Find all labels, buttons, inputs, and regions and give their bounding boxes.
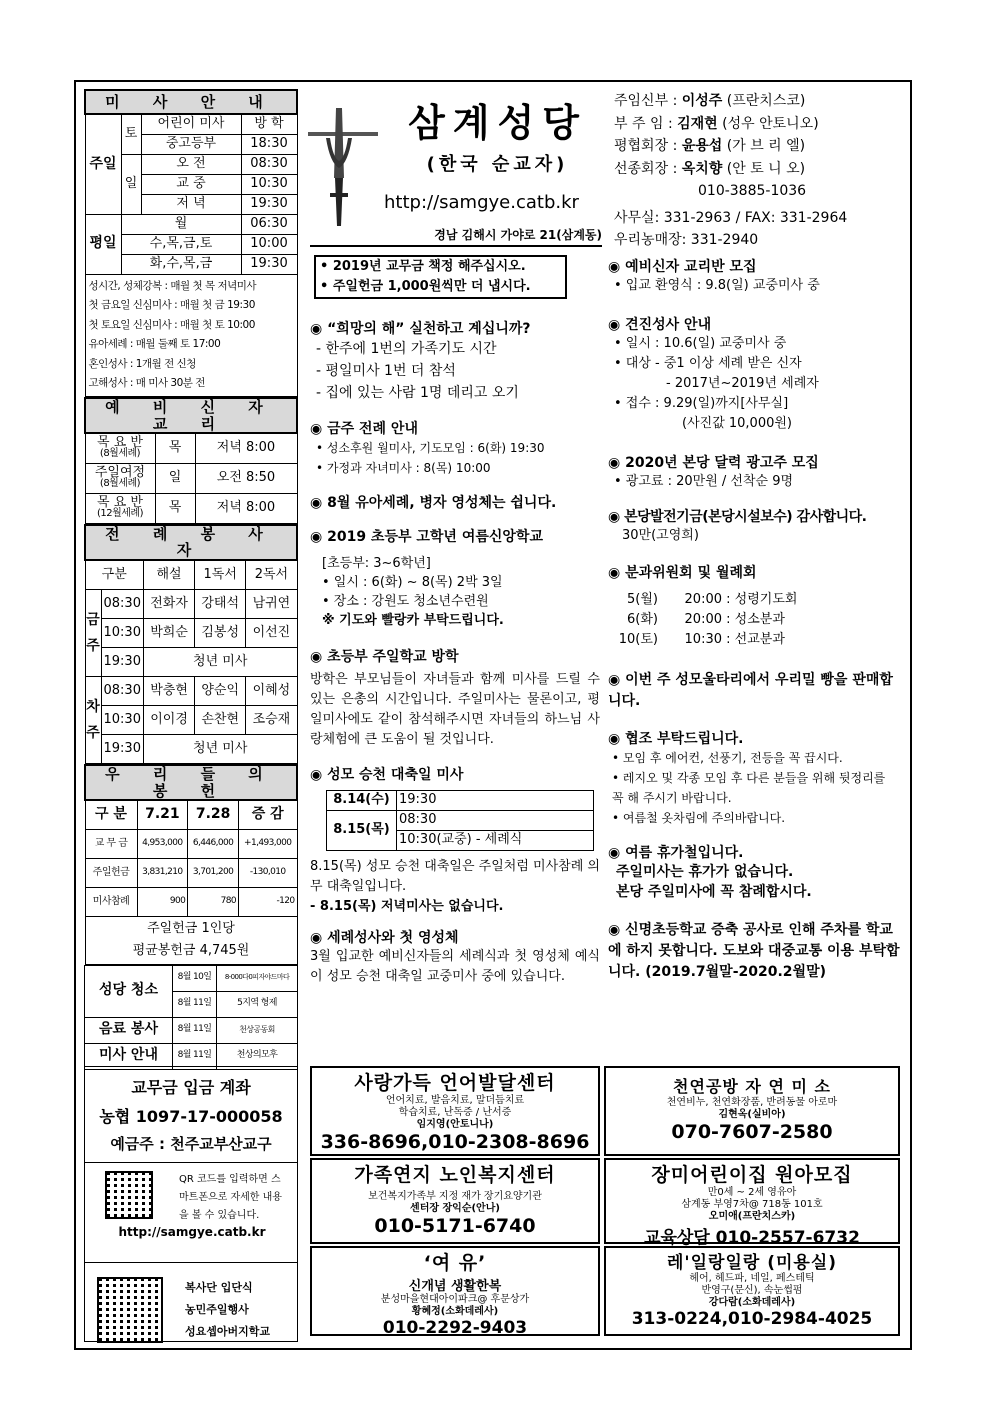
liturgy-time: 08:30	[101, 677, 143, 706]
meet-time: 20:00	[684, 612, 722, 627]
ad-phone: 010-5171-6740	[374, 1215, 536, 1237]
staff-role: 주임신부	[614, 93, 669, 109]
church-address: 경남 김해시 가야로 21(삼계동)	[310, 226, 602, 247]
offering-b: 6,446,000	[188, 829, 239, 858]
parking-notice: ◉ 신명초등학교 증축 공사로 인해 주차를 학교에 하지 못합니다. 도보와 대중교통 이용 부탁합니다. (2019.7월말-2020.2월말)	[608, 922, 900, 980]
mass-time: 06:30	[241, 214, 297, 234]
qr-text: QR 코드를 입력하면 스마트폰으로 자세한 내용을 볼 수 있습니다.	[179, 1174, 282, 1221]
ad-phone: 010-2292-9403	[382, 1318, 528, 1338]
assump-date: 8.15(목)	[327, 811, 397, 851]
offering-header: 우 리 들 의 봉 헌	[85, 765, 297, 800]
fund-title: ◉ 본당발전기금(본당시설보수) 감사합니다.	[608, 509, 867, 525]
summer-item: 본당 주일미사에 꼭 참례합시다.	[616, 884, 812, 900]
conf-item: • 접수 : 9.29(일)까지[사무실]	[614, 396, 789, 411]
summer-item: 주일미사는 휴가가 없습니다.	[616, 864, 794, 880]
staff-sep: :	[667, 115, 673, 132]
drink-label: 음료 봉사	[85, 1017, 173, 1043]
commentator: 박충현	[143, 677, 194, 706]
conf-item: • 대상 - 중1 이상 세례 받은 신자	[614, 356, 802, 371]
left-column	[84, 89, 298, 1070]
meeting-row	[608, 630, 900, 650]
note: 고해성사 : 매 미사 30분 전	[88, 377, 205, 390]
conf-item: • 일시 : 10.6(일) 교중미사 중	[614, 336, 787, 351]
note: 첫 토요일 신심미사 : 매월 첫 토 10:00	[88, 318, 255, 331]
offering-a: 900	[137, 887, 188, 916]
staff-name: 이성주	[681, 93, 723, 109]
ad-desc: 천연비누, 천연화장품, 반려동물 아로마	[666, 1097, 838, 1108]
col-header: 증 감	[238, 800, 297, 829]
meet-day: 10(토)	[618, 632, 658, 647]
mass-name: 어린이 미사	[141, 114, 241, 134]
assumption-title: ◉ 성모 승천 대축일 미사	[310, 767, 464, 783]
duty-date: 8월 11일	[173, 1017, 217, 1043]
class-name	[85, 493, 155, 523]
qr2-box	[85, 1262, 297, 1360]
school-title: ◉ 2019 초등부 고학년 여름신앙학교	[310, 529, 543, 545]
reader-1: 양순익	[195, 677, 246, 706]
duty-date: 8월 11일	[173, 991, 217, 1017]
youth-mass: 청년 미사	[143, 648, 297, 677]
week-title: ◉ 금주 전례 안내	[310, 421, 418, 437]
meet-what: : 선교분과	[726, 632, 785, 647]
summer-list	[608, 862, 900, 902]
reader-1: 강태석	[195, 590, 246, 619]
mass-name: 수,목,금,토	[121, 234, 241, 254]
confirmation-list	[608, 334, 900, 434]
meet-what: : 성령기도회	[726, 592, 798, 607]
bread-notice: ◉ 이번 주 성모울타리에서 우리밀 빵을 판매합니다.	[608, 672, 893, 709]
reader-1: 손찬현	[195, 706, 246, 735]
staff-role: 선종회장	[614, 160, 669, 177]
account-title: 교무금 입금 계좌	[131, 1078, 251, 1097]
staff-saint: (가 브 리 엘)	[726, 138, 806, 154]
conf-item: - 2017년~2019년 세례자	[666, 376, 819, 391]
ad-daycare	[604, 1158, 900, 1248]
hope-item: - 한주에 1번의 가족기도 시간	[316, 341, 497, 357]
vacation-text: 방학은 부모님들이 자녀들과 함께 미사를 드릴 수 있는 은총의 시간입니다. 주일미사는 물론이고, 평일미사에도 같이 참석해주시면 자녀들의 하느님 사랑체험에 큰 도움이 될 것입니다.	[310, 672, 600, 747]
staff-saint: (성우 안토니오)	[722, 115, 819, 132]
ad-phone: 336-8696,010-2308-8696	[320, 1131, 590, 1153]
mass-time: 10:30	[241, 174, 297, 194]
next-week-label: 차주	[85, 677, 101, 764]
ad-phone: 070-7607-2580	[671, 1121, 833, 1143]
cross-logo	[308, 108, 388, 228]
mass-time: 10:00	[241, 234, 297, 254]
assumption-note: - 8.15(목) 저녁미사는 없습니다.	[310, 899, 504, 914]
qr-url[interactable]: http://samgye.catb.kr	[118, 1225, 266, 1239]
duty-who: 5지역 형제	[217, 991, 298, 1017]
commentator: 이이경	[143, 706, 194, 735]
class-time: 오전 8:50	[195, 463, 297, 493]
col-header: 7.28	[188, 800, 239, 829]
offering-b: 3,701,200	[188, 858, 239, 887]
calendar-title: ◉ 2020년 본당 달력 광고주 모집	[608, 455, 819, 471]
meet-what: : 성소분과	[726, 612, 785, 627]
ad-contact: 김현옥(실비아)	[718, 1109, 786, 1120]
ad-salon	[604, 1246, 900, 1336]
commentator: 박희순	[143, 619, 194, 648]
baptism-title: ◉ 세례성사와 첫 영성체	[310, 930, 459, 946]
clean-label: 성당 청소	[85, 965, 173, 1017]
note: 첫 금요일 신심미사 : 매월 첫 금 19:30	[88, 299, 255, 312]
church-subtitle: (한국 순교자)	[426, 154, 569, 175]
ad-title: ‘여 유’	[423, 1252, 487, 1274]
qr2-list	[185, 1277, 295, 1343]
offering-diff: -120	[238, 887, 297, 916]
liturgy-header: 전 례 봉 사 자	[85, 525, 297, 560]
staff-sep: :	[672, 138, 678, 154]
staff-saint: (안 토 니 오)	[726, 160, 806, 177]
class-title: 목 요 반	[97, 495, 143, 511]
ad-title: 레'일랑일랑 (미용실)	[666, 1253, 838, 1273]
meeting-row	[608, 610, 900, 630]
staff-name: 옥치향	[681, 160, 723, 177]
ad-hanbok	[310, 1246, 600, 1336]
coop-item: • 모임 후 에어컨, 선풍기, 전등을 꼭 끕시다.	[612, 751, 843, 765]
ad-desc: 헤어, 헤드파, 네일, 페스테틱	[689, 1273, 815, 1284]
qr2-item: 성요셉아버지학교	[185, 1325, 271, 1338]
offering-diff: +1,493,000	[238, 829, 297, 858]
ad-desc: 신개념 생활한복	[408, 1279, 502, 1294]
ad-title: 천연공방 자 연 미 소	[673, 1077, 831, 1096]
mass-time: 방 학	[241, 114, 297, 134]
class-sub: (12월세례)	[96, 508, 143, 520]
class-sub: (8월세례)	[99, 448, 141, 460]
duty-date: 8월 10일	[173, 965, 217, 991]
mass-name: 화,수,목,금	[121, 254, 241, 274]
bottom-left	[84, 1066, 298, 1342]
reader-2: 이혜성	[246, 677, 297, 706]
class-title: 목 요 반	[97, 435, 143, 451]
conf-item: (사진값 10,000원)	[682, 416, 792, 431]
duty-who: 천상공동회	[217, 1017, 298, 1043]
ad-desc: 보건복지가족부 지정 재가 장기요양기관	[368, 1191, 542, 1202]
staff-name: 김재현	[677, 115, 718, 132]
baptism-notice: ◉ 8월 유아세례, 병자 영성체는 쉽니다.	[310, 495, 557, 511]
hope-list	[310, 338, 600, 404]
ad-contact: 임지영(안토니나)	[416, 1119, 494, 1130]
offering-b: 780	[188, 887, 239, 916]
meet-day: 5(월)	[627, 592, 658, 607]
liturgy-time: 10:30	[101, 706, 143, 735]
notice-box	[314, 255, 567, 299]
ad-title: 가족연지 노인복지센터	[354, 1164, 556, 1186]
mass-time: 19:30	[241, 194, 297, 214]
ad-contact: 오미애(프란치스카)	[708, 1211, 796, 1222]
staff-name: 윤용섭	[681, 138, 723, 154]
mass-header: 미 사 안 내	[85, 90, 297, 114]
assumption-text: 8.15(목) 성모 승천 대축일은 주일처럼 미사참례 의무 대축일입니다.	[310, 859, 600, 894]
col-header: 1독서	[195, 560, 246, 590]
meet-day: 6(화)	[627, 612, 658, 627]
ad-contact: 황혜정(소화데레사)	[411, 1306, 499, 1317]
qr-code-icon[interactable]	[105, 1171, 153, 1219]
summer-title: ◉ 여름 휴가철입니다.	[608, 845, 744, 861]
staff-row	[614, 135, 904, 158]
ad-desc: 만0세 ~ 2세 영유아	[707, 1187, 797, 1198]
weekday-label: 평일	[85, 214, 121, 274]
meet-time: 20:00	[684, 592, 722, 607]
guide-label: 미사 안내	[85, 1043, 173, 1069]
class-name	[85, 463, 155, 493]
church-title: 삼계성당	[408, 101, 587, 145]
ad-welfare-center	[310, 1158, 600, 1244]
class-day: 일	[155, 463, 195, 493]
school-item: • 일시 : 6(화) ~ 8(목) 2박 3일	[322, 575, 503, 590]
staff-role: 평협회장	[614, 138, 669, 154]
staff-sep: :	[672, 93, 678, 109]
meeting-list	[608, 590, 900, 650]
liturgy-time: 19:30	[101, 735, 143, 764]
liturgy-table	[84, 524, 298, 765]
catechumen-recruit-text: • 입교 환영식 : 9.8(일) 교중미사 중	[614, 278, 820, 293]
offering-average	[85, 916, 297, 964]
duty-table	[84, 965, 298, 1070]
catechumen-recruit-title: ◉ 예비신자 교리반 모집	[608, 259, 757, 275]
class-day: 목	[155, 433, 195, 463]
note: 성시간, 성체강복 : 매월 첫 목 저녁미사	[88, 279, 257, 292]
hope-title: ◉ “희망의 해” 실천하고 계십니까?	[310, 321, 531, 337]
offering-a: 4,953,000	[137, 829, 188, 858]
note: 유아세례 : 매월 둘째 토 17:00	[88, 338, 221, 351]
qr2-item: 농민주일행사	[185, 1303, 249, 1316]
mass-name: 월	[121, 214, 241, 234]
col-header: 2독서	[246, 560, 297, 590]
meeting-title: ◉ 분과위원회 및 월례회	[608, 565, 757, 581]
col-header: 해설	[143, 560, 194, 590]
offering-table	[84, 764, 298, 965]
notice-line: • 주일헌금 1,000원씩만 더 냅시다.	[320, 279, 531, 294]
ad-workshop	[604, 1066, 900, 1156]
ad-desc: 반영구(문신), 속눈썹펌	[701, 1285, 803, 1296]
assumption-table	[326, 790, 594, 851]
commentator: 전화자	[143, 590, 194, 619]
mass-time: 08:30	[241, 154, 297, 174]
this-week-label: 금주	[85, 590, 101, 677]
liturgy-time: 19:30	[101, 648, 143, 677]
week-item: • 가정과 자녀미사 : 8(목) 10:00	[316, 461, 491, 475]
col-header: 구 분	[85, 800, 137, 829]
meet-time: 10:30	[684, 632, 722, 647]
ad-desc: 분성마을현대아이파크@ 후문상가	[380, 1294, 530, 1305]
staff-phone: 010-3885-1036	[698, 183, 807, 199]
avg-line: 평균봉헌금 4,745원	[132, 943, 250, 959]
saturday-label: 토	[121, 114, 141, 154]
school-list	[310, 554, 600, 630]
staff-row	[614, 113, 904, 136]
confirmation-title: ◉ 견진성사 안내	[608, 317, 712, 333]
catechumen-header: 예 비 신 자 교 리	[85, 398, 297, 433]
school-item: ※ 기도와 빨랑카 부탁드립니다.	[322, 613, 504, 628]
reader-2: 조승재	[246, 706, 297, 735]
calendar-text: • 광고료 : 20만원 / 선착순 9명	[614, 474, 794, 489]
assump-time: 08:30	[397, 811, 594, 831]
class-time: 저녁 8:00	[195, 493, 297, 523]
ad-contact: 센터장 장익순(안나)	[410, 1203, 500, 1214]
offering-name: 교 무 금	[85, 829, 137, 858]
account-holder: 예금주 : 천주교부산교구	[110, 1135, 272, 1153]
coop-item: • 여름철 옷차림에 주의바랍니다.	[612, 811, 786, 825]
ad-desc: 삼계동 부영7차@ 718동 101호	[681, 1199, 823, 1210]
class-sub: (8월세례)	[99, 478, 141, 490]
baptism-text: 3월 입교한 예비신자들의 세례식과 첫 영성체 예식이 성모 승천 대축일 교중미사 중에 있습니다.	[310, 949, 600, 984]
youth-mass: 청년 미사	[143, 735, 297, 764]
staff-list	[614, 90, 904, 252]
assump-time: 19:30	[397, 791, 594, 811]
ad-contact: 강다람(소화데레사)	[708, 1297, 796, 1308]
cooperation-title: ◉ 협조 부탁드립니다.	[608, 731, 744, 747]
school-item: • 장소 : 강원도 청소년수련원	[322, 594, 489, 609]
catechumen-table	[84, 397, 298, 524]
account-number: 농협 1097-17-000058	[99, 1107, 283, 1126]
note: 혼인성사 : 1개월 전 신청	[88, 357, 196, 370]
ad-phone: 교육상담 010-2557-6732	[644, 1228, 860, 1248]
mass-name: 중고등부	[141, 134, 241, 154]
duty-date: 8월 11일	[173, 1043, 217, 1069]
staff-saint: (프란치스코)	[726, 93, 806, 109]
class-title: 주일여정	[94, 465, 146, 481]
ad-phone: 313-0224,010-2984-4025	[631, 1309, 873, 1329]
offering-name: 주일헌금	[85, 858, 137, 887]
col-header: 7.21	[137, 800, 188, 829]
mass-notes	[85, 274, 297, 397]
church-url[interactable]: http://samgye.catb.kr	[384, 192, 579, 213]
duty-who: 8-000다0피자야드마다	[217, 965, 298, 991]
qr-box	[85, 1162, 297, 1262]
sunday-label: 주일	[85, 114, 121, 214]
hope-item: - 평일미사 1번 더 참석	[316, 363, 456, 379]
cooperation-list	[608, 748, 900, 828]
vacation-title: ◉ 초등부 주일학교 방학	[310, 649, 459, 665]
offering-diff: -130,010	[238, 858, 297, 887]
liturgy-time: 08:30	[101, 590, 143, 619]
week-item: • 성소후원 월미사, 기도모임 : 6(화) 19:30	[316, 441, 545, 455]
hope-item: - 집에 있는 사람 1명 데리고 오기	[316, 385, 519, 401]
class-time: 저녁 8:00	[195, 433, 297, 463]
mass-table	[84, 89, 298, 397]
mass-time: 18:30	[241, 134, 297, 154]
middle-column	[310, 318, 600, 987]
assump-date: 8.14(수)	[327, 791, 397, 811]
duty-who: 천상의모후	[217, 1043, 298, 1069]
mass-name: 오 전	[141, 154, 241, 174]
meeting-row	[608, 590, 900, 610]
office-phone: 사무실: 331-2963 / FAX: 331-2964	[614, 209, 848, 226]
ad-title: 장미어린이집 원아모집	[651, 1164, 853, 1186]
ad-title: 사랑가득 언어발달센터	[354, 1072, 556, 1094]
staff-role: 부 주 임	[614, 115, 664, 132]
avg-line: 주일헌금 1인당	[147, 921, 235, 937]
ad-speech-center	[310, 1066, 600, 1156]
notice-line: • 2019년 교무금 책정 해주십시오.	[320, 259, 526, 274]
class-day: 목	[155, 493, 195, 523]
ad-desc: 언어치료, 발음치료, 말더듬치료	[385, 1095, 525, 1106]
store-phone: 우리농매장: 331-2940	[614, 232, 759, 248]
sun-label: 일	[121, 154, 141, 214]
reader-2: 남귀연	[246, 590, 297, 619]
reader-2: 이선진	[246, 619, 297, 648]
reader-1: 김봉성	[195, 619, 246, 648]
staff-sep: :	[672, 160, 678, 177]
coop-item: • 레지오 및 각종 모임 후 다른 분들을 위해 뒷정리를 꼭 해 주시기 바랍니다.	[612, 771, 886, 805]
qr2-item: 복사단 입단식	[185, 1281, 253, 1294]
liturgy-time: 10:30	[101, 619, 143, 648]
mass-name: 저 녁	[141, 194, 241, 214]
school-item: [초등부: 3~6학년]	[322, 556, 431, 571]
week-list	[310, 438, 600, 478]
staff-row	[614, 158, 904, 181]
mass-name: 교 중	[141, 174, 241, 194]
fund-text: 30만(고영희)	[622, 528, 699, 543]
ad-desc: 학습치료, 난독증 / 난서증	[398, 1107, 512, 1118]
col-header: 구분	[85, 560, 143, 590]
right-column	[608, 256, 900, 983]
qr-code-icon[interactable]	[97, 1277, 163, 1343]
class-name	[85, 433, 155, 463]
mass-time: 19:30	[241, 254, 297, 274]
staff-row	[614, 90, 904, 113]
offering-a: 3,831,210	[137, 858, 188, 887]
assump-time: 10:30(교중) - 세례식	[397, 831, 594, 851]
offering-name: 미사참례	[85, 887, 137, 916]
